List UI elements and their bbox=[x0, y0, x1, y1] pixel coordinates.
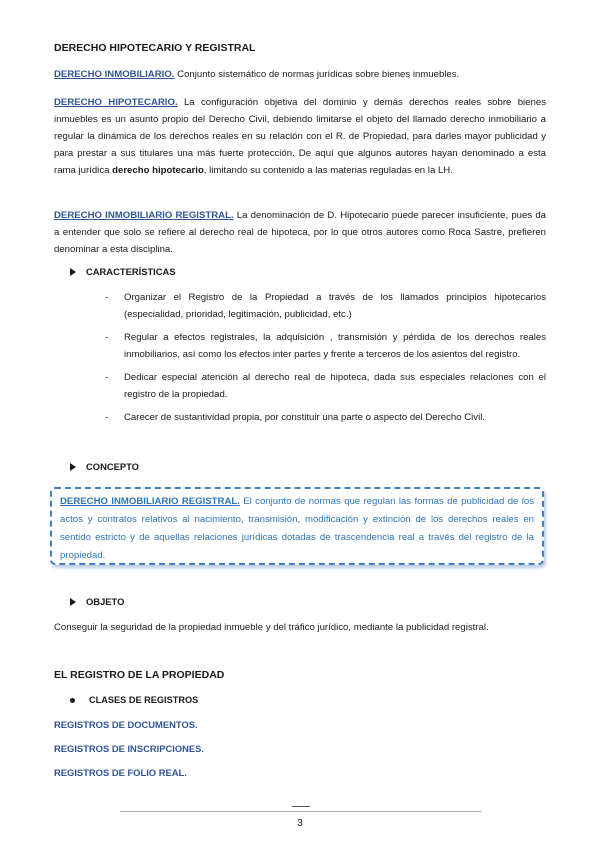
section-heading: OBJETO bbox=[86, 596, 125, 607]
bullet-dot-icon bbox=[70, 698, 75, 703]
footer-divider bbox=[120, 811, 482, 812]
term-derecho-hipotecario: DERECHO HIPOTECARIO. bbox=[54, 97, 178, 108]
list-dash: - bbox=[105, 332, 109, 343]
list-dash: - bbox=[105, 372, 109, 383]
document-title: DERECHO HIPOTECARIO Y REGISTRAL bbox=[54, 42, 256, 54]
arrow-bullet-icon bbox=[70, 598, 76, 606]
objeto-text: Conseguir la seguridad de la propiedad inmueble y del tráfico jurídico, mediante la publicidad registral. bbox=[54, 622, 489, 633]
arrow-bullet-icon bbox=[70, 268, 76, 276]
list-item: Organizar el Registro de la Propiedad a través de los llamados principios hipotecarios (especialidad, prioridad, legitimación, publicidad, etc.) bbox=[124, 292, 546, 320]
clases-heading: CLASES DE REGISTROS bbox=[89, 695, 199, 705]
list-dash: - bbox=[105, 292, 109, 303]
term-derecho-inmobiliario-registral: DERECHO INMOBILIARIO REGISTRAL. bbox=[54, 210, 234, 221]
registro-item: REGISTROS DE FOLIO REAL. bbox=[54, 767, 187, 778]
section-caracteristicas bbox=[70, 263, 176, 280]
list-item: Carecer de sustantividad propia, por constituir una parte o aspecto del Derecho Civil. bbox=[124, 412, 486, 423]
list-item: Dedicar especial atención al derecho real de hipoteca, dada sus especiales relaciones con el registro de la propiedad. bbox=[124, 372, 546, 400]
term-derecho-inmobiliario: DERECHO INMOBILIARIO. bbox=[54, 69, 175, 80]
paragraph-derecho-hipotecario bbox=[54, 94, 546, 179]
arrow-bullet-icon bbox=[70, 463, 76, 471]
footer-divider-short bbox=[292, 806, 310, 807]
definition-text: El conjunto de normas que regulan las formas de publicidad de los actos y contratos relativos al nacimiento, transmisión, modificación y extinción de los derechos reales en sentido estricto y de aquellas relaciones jurídicas dotadas de trascendencia real a través del registro de la propiedad. bbox=[60, 496, 534, 561]
paragraph-derecho-inmobiliario bbox=[54, 66, 546, 83]
registro-item: REGISTROS DE INSCRIPCIONES. bbox=[54, 743, 205, 754]
definition-text: La denominación de D. Hipotecario puede parecer insuficiente, pues da a entender que solo se refiere al derecho real de hipoteca, por lo que otros autores como Roca Sastre, prefieren denominar a esta disciplina. bbox=[54, 210, 546, 255]
bold-derecho-hipotecario: derecho hipotecario bbox=[112, 165, 204, 176]
list-dash: - bbox=[105, 412, 109, 423]
paragraph-derecho-inmobiliario-registral bbox=[54, 207, 546, 258]
section-concepto bbox=[70, 458, 139, 475]
page-number: 3 bbox=[297, 818, 303, 829]
definition-text-a: La configuración objetiva del dominio y demás derechos reales sobre bienes inmuebles es un asunto propio del Derecho Civil, debiendo limitarse el objeto del llamado derecho inmobiliario a regular la dinámica de los derechos reales en su relación con el R. de Propiedad, para darles mayor publicidad y para prestar a sus titulares una más fuerte protección. De aquí que algunos autores hayan denominado a esta rama jurídica bbox=[54, 97, 546, 176]
section-heading: CONCEPTO bbox=[86, 461, 139, 472]
registro-heading: EL REGISTRO DE LA PROPIEDAD bbox=[54, 669, 225, 681]
term-derecho-inmobiliario-registral: DERECHO INMOBILIARIO REGISTRAL. bbox=[60, 496, 240, 507]
concepto-definition bbox=[60, 493, 534, 565]
list-item: Regular a efectos registrales, la adquisición , transmisión y pérdida de los derechos reales inmobiliarios, así como los efectos inter partes y frente a terceros de los asientos del registro. bbox=[124, 332, 546, 360]
section-objeto bbox=[70, 593, 124, 610]
section-heading: CARACTERÍSTICAS bbox=[86, 266, 176, 277]
clases-registros-bullet bbox=[70, 692, 198, 709]
definition-text-b: , limitando su contenido a las materias reguladas en la LH. bbox=[203, 165, 453, 176]
concepto-definition-box bbox=[50, 487, 544, 565]
registro-item: REGISTROS DE DOCUMENTOS. bbox=[54, 719, 198, 730]
definition-text: Conjunto sistemático de normas jurídicas sobre bienes inmuebles. bbox=[174, 69, 460, 80]
